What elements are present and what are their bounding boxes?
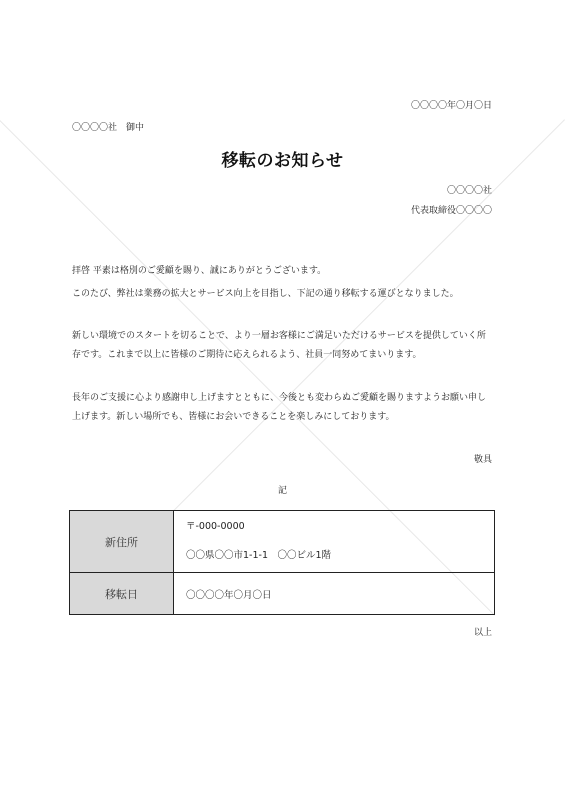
ki-marker: 記 [277, 486, 287, 496]
postal-code: 〒-000-0000 [186, 521, 245, 532]
move-date-label: 移転日 [70, 573, 174, 615]
address-cell [174, 511, 495, 573]
sender-representative: 代表取締役〇〇〇〇 [410, 206, 492, 216]
paragraph-announcement: このたび、弊社は業務の拡大とサービス向上を目指し、下記の通り移転する運びとなりました。 [72, 289, 459, 299]
address-value: 〇〇県〇〇市1-1-1 〇〇ビル1階 [186, 550, 332, 561]
table-row-date [70, 573, 495, 615]
move-date-value: 〇〇〇〇年〇月〇日 [174, 573, 495, 615]
relocation-info-table [69, 510, 495, 615]
closing-ijou: 以上 [473, 628, 492, 638]
table-row-address [70, 511, 495, 573]
closing-keigu: 敬具 [473, 455, 492, 465]
sender-company: 〇〇〇〇社 [446, 186, 492, 196]
letter-date: 〇〇〇〇年〇月〇日 [410, 101, 492, 111]
address-label: 新住所 [70, 511, 174, 573]
paragraph-commitment: 新しい環境でのスタートを切ることで、より一層お客様にご満足いただけるサービスを提供していく所存です。これまで以上に皆様のご期待に応えられるよう、社員一同努めてまいります。 [72, 331, 486, 360]
paragraph-greeting: 拝啓 平素は格別のご愛顧を賜り、誠にありがとうございます。 [72, 266, 327, 276]
letter-title: 移転のお知らせ [221, 151, 344, 171]
recipient: 〇〇〇〇社 御中 [72, 123, 145, 133]
paragraph-gratitude: 長年のご支援に心より感謝申し上げますとともに、今後とも変わらぬご愛顧を賜りますようお願い申し上げます。新しい場所でも、皆様にお会いできることを楽しみにしております。 [72, 393, 487, 422]
